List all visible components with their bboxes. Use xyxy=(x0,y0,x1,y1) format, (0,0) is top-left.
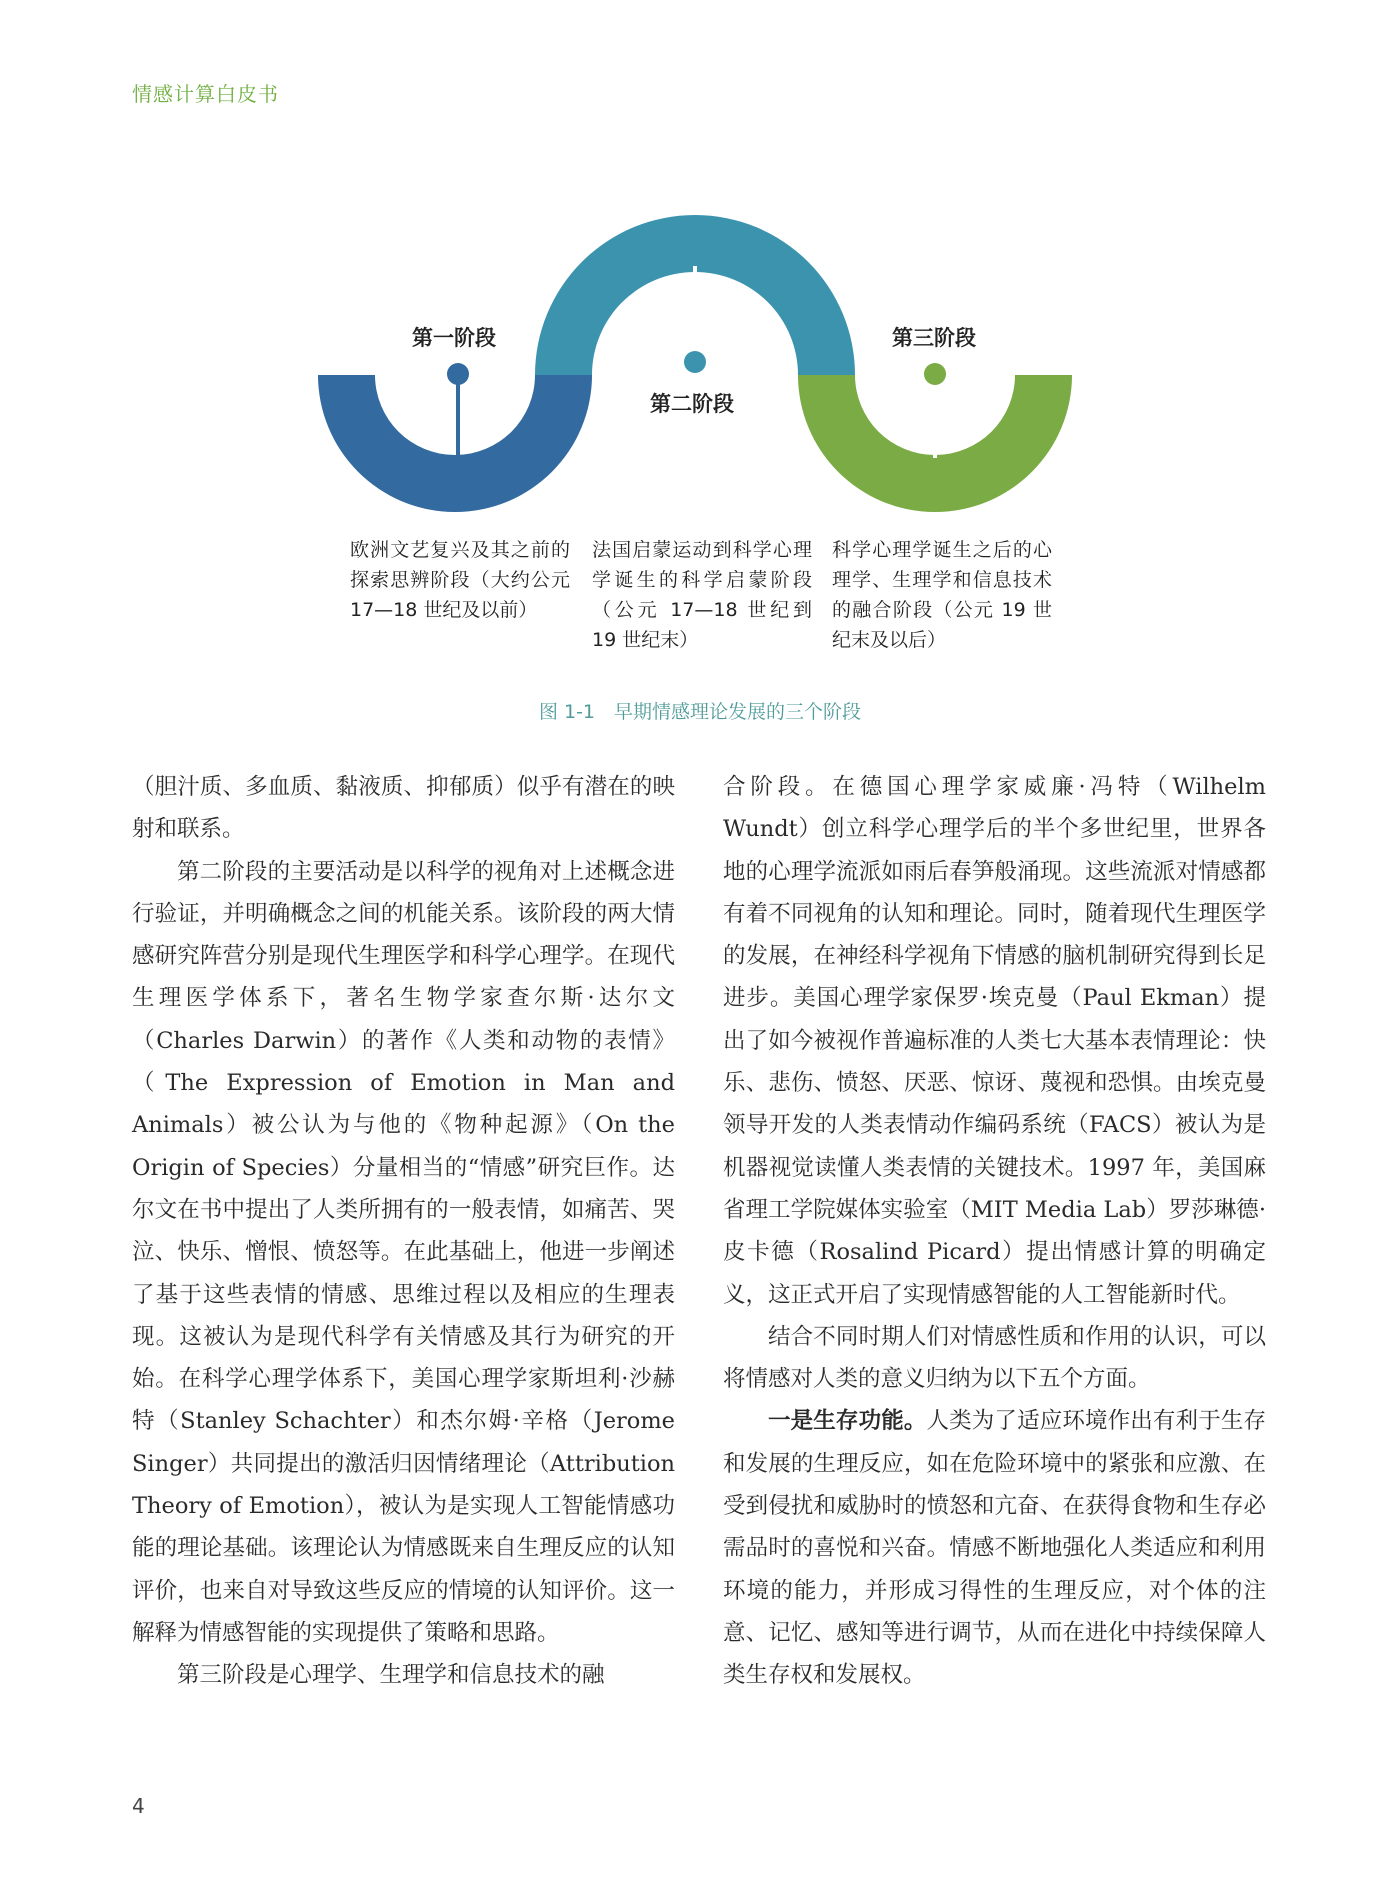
stage2-pin xyxy=(684,351,706,373)
figure-caption: 图 1-1 早期情感理论发展的三个阶段 xyxy=(538,701,862,723)
body-column-right xyxy=(723,766,1266,1697)
stage2-label: 第二阶段 xyxy=(650,392,734,416)
stage1-pin xyxy=(447,363,469,385)
running-header: 情感计算白皮书 xyxy=(132,82,279,106)
stage3-pin xyxy=(924,363,946,385)
paragraph: 第三阶段是心理学、生理学和信息技术的融 xyxy=(177,1662,605,1689)
paragraph: 合阶段。在德国心理学家威廉·冯特（Wilhelm Wundt）创立科学心理学后的半个多世纪里，世界各地的心理学流派如雨后春笋般涌现。这些流派对情感都有着不同视角的认知和理论。同时，随着现代生理医学的发展，在神经科学视角下情感的脑机制研究得到长足进步。美国心理学家保罗·埃克曼（Paul Ekman）提出了如今被视作普遍标准的人类七大基本表情理论：快乐、悲伤、愤怒、厌恶、惊讶、蔑视和恐惧。由埃克曼领导开发的人类表情动作编码系统（FACS）被认为是机器视觉读懂人类表情的关键技术。1997 年，美国麻省理工学院媒体实验室（MIT Media Lab）罗莎琳德·皮卡德（Rosalind Picard）提出情感计算的明确定义，这正式开启了实现情感智能的人工智能新时代。 xyxy=(723,774,1266,1308)
paragraph: （胆汁质、多血质、黏液质、抑郁质）似乎有潜在的映射和联系。 xyxy=(132,774,675,843)
stage3-label: 第三阶段 xyxy=(892,326,976,350)
stage1-arc xyxy=(318,375,592,512)
paragraph xyxy=(723,1400,1266,1696)
paragraph: 结合不同时期人们对情感性质和作用的认识，可以将情感对人类的意义归纳为以下五个方面。 xyxy=(723,1323,1266,1393)
emphasis-heading: 一是生存功能。 xyxy=(768,1408,927,1435)
stage1-label: 第一阶段 xyxy=(412,326,496,350)
paragraph: 第二阶段的主要活动是以科学的视角对上述概念进行验证，并明确概念之间的机能关系。该阶段的两大情感研究阵营分别是现代生理医学和科学心理学。在现代生理医学体系下，著名生物学家查尔斯·达尔文（Charles Darwin）的著作《人类和动物的表情》（The Expression of Emotion in Man and Animals）被公认为与他的《物种起源》（On the Origin of Species）分量相当的“情感”研究巨作。达尔文在书中提出了人类所拥有的一般表情，如痛苦、哭泣、快乐、憎恨、愤怒等。在此基础上，他进一步阐述了基于这些表情的情感、思维过程以及相应的生理表现。这被认为是现代科学有关情感及其行为研究的开始。在科学心理学体系下，美国心理学家斯坦利·沙赫特（Stanley Schachter）和杰尔姆·辛格（Jerome Singer）共同提出的激活归因情绪理论（Attribution Theory of Emotion），被认为是实现人工智能情感功能的理论基础。该理论认为情感既来自生理反应的认知评价，也来自对导致这些反应的情境的认知评价。这一解释为情感智能的实现提供了策略和思路。 xyxy=(132,858,675,1646)
page-number: 4 xyxy=(132,1794,145,1818)
stage3-description: 科学心理学诞生之后的心理学、生理学和信息技术的融合阶段（公元 19 世纪末及以后） xyxy=(832,539,1052,651)
body-column-left xyxy=(132,766,675,1697)
stage1-description: 欧洲文艺复兴及其之前的探索思辨阶段（大约公元 17—18 世纪及以前） xyxy=(350,539,570,621)
paragraph-text: 人类为了适应环境作出有利于生存和发展的生理反应，如在危险环境中的紧张和应激、在受到侵扰和威胁时的愤怒和亢奋、在获得食物和生存必需品时的喜悦和兴奋。情感不断地强化人类适应和利用环境的能力，并形成习得性的生理反应，对个体的注意、记忆、感知等进行调节，从而在进化中持续保障人类生存权和发展权。 xyxy=(723,1408,1266,1689)
stage2-description: 法国启蒙运动到科学心理学诞生的科学启蒙阶段（公元 17—18 世纪到 19 世纪末） xyxy=(592,539,812,651)
